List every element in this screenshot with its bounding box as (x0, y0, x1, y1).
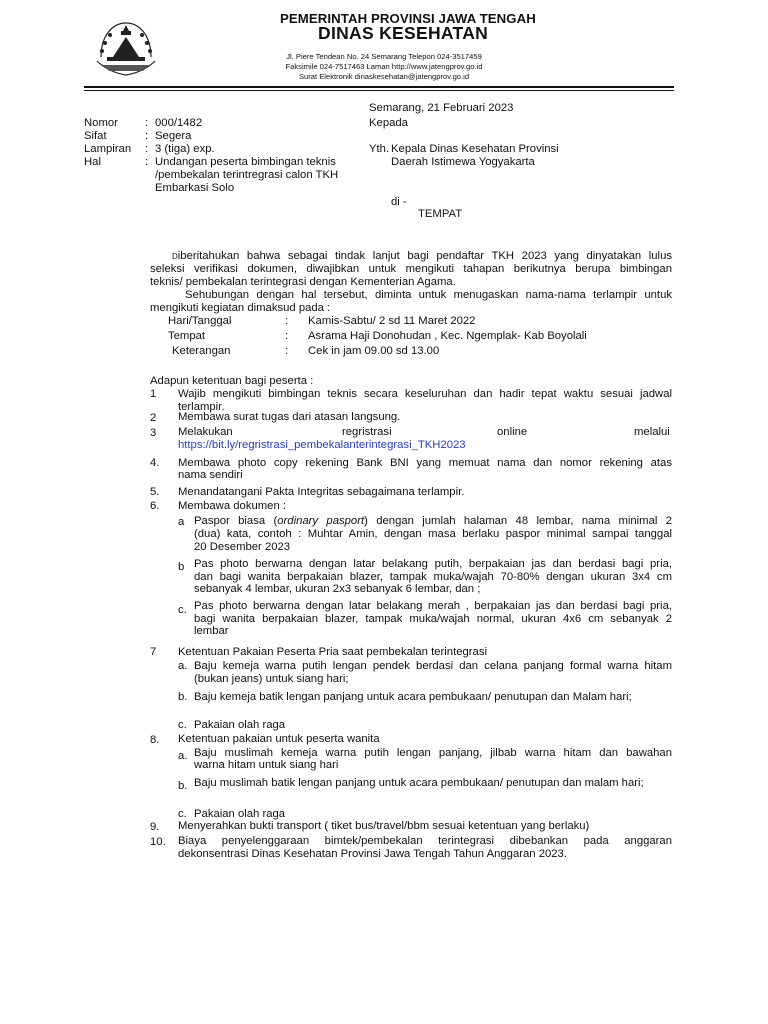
item-text-1b: terlampir. (178, 401, 225, 413)
sub-text-6c-line3: lembar (194, 625, 229, 637)
item-text-9: Menyerahkan bukti transport ( tiket bus/travel/bbm sesuai ketentuan yang berlaku) (178, 820, 590, 832)
meta-value-lampiran: 3 (tiga) exp. (155, 143, 215, 155)
meta-colon: : (145, 156, 149, 168)
sub-text-7a-line2: (bukan jeans) untuk siang hari; (194, 673, 349, 685)
sub-text-6c-line1: Pas photo berwarna dengan latar belakang merah , berpakaian jas dan berdasi bagi pria, (194, 600, 672, 612)
sub-text-6a-line3: 20 Desember 2023 (194, 541, 291, 553)
schedule-value-place: Asrama Haji Donohudan , Kec. Ngemplak- Kab Boyolali (308, 330, 587, 342)
sub-text-8c: Pakaian olah raga (194, 808, 286, 820)
sub-text-8a-line2: warna hitam untuk siang hari (194, 759, 339, 771)
meta-label-lampiran: Lampiran (84, 143, 132, 155)
intro-line-4: Sehubungan dengan hal tersebut, diminta untuk menugaskan nama-nama terlampir untuk (185, 289, 672, 301)
sub-text-6b-line3: sebanyak 4 lembar, ukuran 2x3 sebanyak 6 lembar, dan ; (194, 583, 481, 595)
recipient-tempat: TEMPAT (418, 208, 463, 220)
recipient-name-line2: Daerah Istimewa Yogyakarta (391, 156, 535, 168)
sub-text-6a-italic: ordinary pasport (277, 515, 365, 527)
item-number-2: 2 (150, 412, 157, 424)
letter-date: Semarang, 21 Februari 2023 (369, 102, 514, 114)
sub-text-6a-part2: ) dengan jumlah halaman 48 lembar, nama minimal 2 (364, 515, 673, 527)
meta-colon: : (145, 130, 149, 142)
header-address: Jl. Piere Tendean No. 24 Semarang Telepon 024-3517459 (286, 52, 482, 61)
sub-text-6a-line1 (194, 515, 672, 528)
header-agency-name: DINAS KESEHATAN (318, 23, 489, 43)
schedule-label-note: Keterangan (172, 345, 231, 357)
sub-text-7b: Baju kemeja batik lengan panjang untuk acara pembukaan/ penutupan dan Malam hari; (194, 691, 632, 703)
registration-link[interactable]: https://bit.ly/regristrasi_pembekalanterintegrasi_TKH2023 (178, 439, 466, 451)
item-text-4a: Membawa photo copy rekening Bank BNI yang memuat nama dan nomor rekening atas (178, 457, 672, 469)
sub-text-8a-line1: Baju muslimah kemeja warna putih lengan panjang, jilbab warna hitam dan bawahan (194, 747, 672, 759)
sub-letter-6c: c. (178, 604, 187, 616)
item-number-9: 9. (150, 821, 160, 833)
schedule-colon: : (285, 345, 289, 357)
sub-text-7a-line1: Baju kemeja warna putih lengan pendek berdasi dan celana panjang formal warna hitam (194, 660, 672, 672)
intro-drop-letter: D (172, 252, 178, 261)
sub-letter-7c: c. (178, 719, 187, 731)
schedule-label-date: Hari/Tanggal (168, 315, 232, 327)
recipient-kepada: Kepada (369, 117, 408, 129)
sub-letter-8a: a. (178, 750, 188, 762)
header-rule-thick (84, 86, 674, 88)
item-text-3b: regristrasi (342, 426, 392, 438)
meta-label-nomor: Nomor (84, 117, 118, 129)
intro-line-2: seleksi verifikasi dokumen, diwajibkan untuk mengikuti tahapan berikutnya berupa bimbingan (150, 263, 672, 275)
sub-text-6b-line1: Pas photo berwarna dengan latar belakang putih, berpakaian jas dan berdasi bagi pria, (194, 558, 672, 570)
header-email: Surat Elektronik dinaskesehatan@jatengprov.go.id (298, 72, 470, 81)
meta-hal-continued-1: /pembekalan terintregrasi calon TKH (155, 169, 339, 181)
schedule-label-place: Tempat (168, 330, 206, 342)
sub-text-7c: Pakaian olah raga (194, 719, 286, 731)
meta-value-hal: Undangan peserta bimbingan teknis (155, 156, 336, 168)
sub-letter-7b: b. (178, 691, 188, 703)
meta-value-nomor: 000/1482 (155, 117, 203, 129)
item-text-3a: Melakukan (178, 426, 233, 438)
item-text-2: Membawa surat tugas dari atasan langsung. (178, 411, 401, 423)
sub-text-8b: Baju muslimah batik lengan panjang untuk acara pembukaan/ penutupan dan malam hari; (194, 777, 644, 789)
recipient-di: di - (391, 196, 407, 208)
item-text-10a: Biaya penyelenggaraan bimtek/pembekalan terintegrasi dibebankan pada anggaran (178, 835, 672, 847)
item-number-8: 8. (150, 734, 160, 746)
sub-letter-6b: b (178, 561, 185, 573)
item-number-3: 3 (150, 427, 157, 439)
item-number-6: 6. (150, 500, 160, 512)
item-number-10: 10. (150, 836, 166, 848)
item-text-6: Membawa dokumen : (178, 500, 286, 512)
sub-letter-6a: a (178, 516, 185, 528)
item-text-3d: melalui (634, 426, 670, 438)
intro-line-1-text: iberitahukan bahwa sebagai tindak lanjut bagi pendaftar TKH 2023 yang dinyatakan lulus (177, 250, 672, 262)
sub-text-6b-line2: dan bagi wanita berpakaian blazer, tampak muka/wajah 70-80% dengan ukuran 3x4 cm (194, 571, 672, 583)
schedule-value-note: Cek in jam 09.00 sd 13.00 (308, 345, 440, 357)
intro-line-1 (172, 250, 672, 264)
sub-text-6a-part1: Paspor biasa ( (194, 515, 278, 527)
item-number-1: 1 (150, 388, 157, 400)
header-government-name: PEMERINTAH PROVINSI JAWA TENGAH (280, 11, 536, 26)
meta-hal-continued-2: Embarkasi Solo (155, 182, 235, 194)
item-number-7: 7 (150, 646, 157, 658)
provisions-title: Adapun ketentuan bagi peserta : (150, 375, 314, 387)
intro-line-5: mengikuti kegiatan dimaksud pada : (150, 302, 331, 314)
sub-text-6c-line2: bagi wanita berpakaian blazer, tampak muka/wajah normal, ukuran 4x6 cm sebanyak 2 (194, 613, 672, 625)
header-rule-thin (84, 90, 674, 91)
meta-value-sifat: Segera (155, 130, 192, 142)
meta-colon: : (145, 117, 149, 129)
item-number-4: 4. (150, 457, 160, 469)
sub-letter-8c: c. (178, 808, 187, 820)
sub-letter-8b: b. (178, 780, 188, 792)
item-text-1a: Wajib mengikuti bimbingan teknis secara keseluruhan dan hadir tepat waktu sesuai jadwal (178, 388, 672, 400)
sub-letter-7a: a. (178, 660, 188, 672)
intro-line-3: teknis/ pembekalan terintegrasi dengan Kementerian Agama. (150, 276, 456, 288)
item-text-5: Menandatangani Pakta Integritas sebagaimana terlampir. (178, 486, 465, 498)
item-text-8: Ketentuan pakaian untuk peserta wanita (178, 733, 380, 745)
item-text-10b: dekonsentrasi Dinas Kesehatan Provinsi Jawa Tengah Tahun Anggaran 2023. (178, 848, 567, 860)
schedule-value-date: Kamis-Sabtu/ 2 sd 11 Maret 2022 (308, 315, 476, 327)
meta-label-sifat: Sifat (84, 130, 107, 142)
recipient-name-line1: Kepala Dinas Kesehatan Provinsi (391, 143, 559, 155)
schedule-colon: : (285, 315, 289, 327)
recipient-yth: Yth. (369, 143, 390, 155)
item-text-3c: online (497, 426, 528, 438)
item-text-4b: nama sendiri (178, 469, 243, 481)
meta-label-hal: Hal (84, 156, 101, 168)
item-number-5: 5. (150, 486, 160, 498)
schedule-colon: : (285, 330, 289, 342)
item-text-7: Ketentuan Pakaian Peserta Pria saat pembekalan terintegrasi (178, 646, 487, 658)
header-fax: Faksimile 024-7517463 Laman http://www.jatengprov.go.id (285, 62, 483, 71)
sub-text-6a-line2: (dua) kata, contoh : Muhtar Amin, dengan masa berlaku paspor minimal sampai tanggal (194, 528, 672, 540)
meta-colon: : (145, 143, 149, 155)
